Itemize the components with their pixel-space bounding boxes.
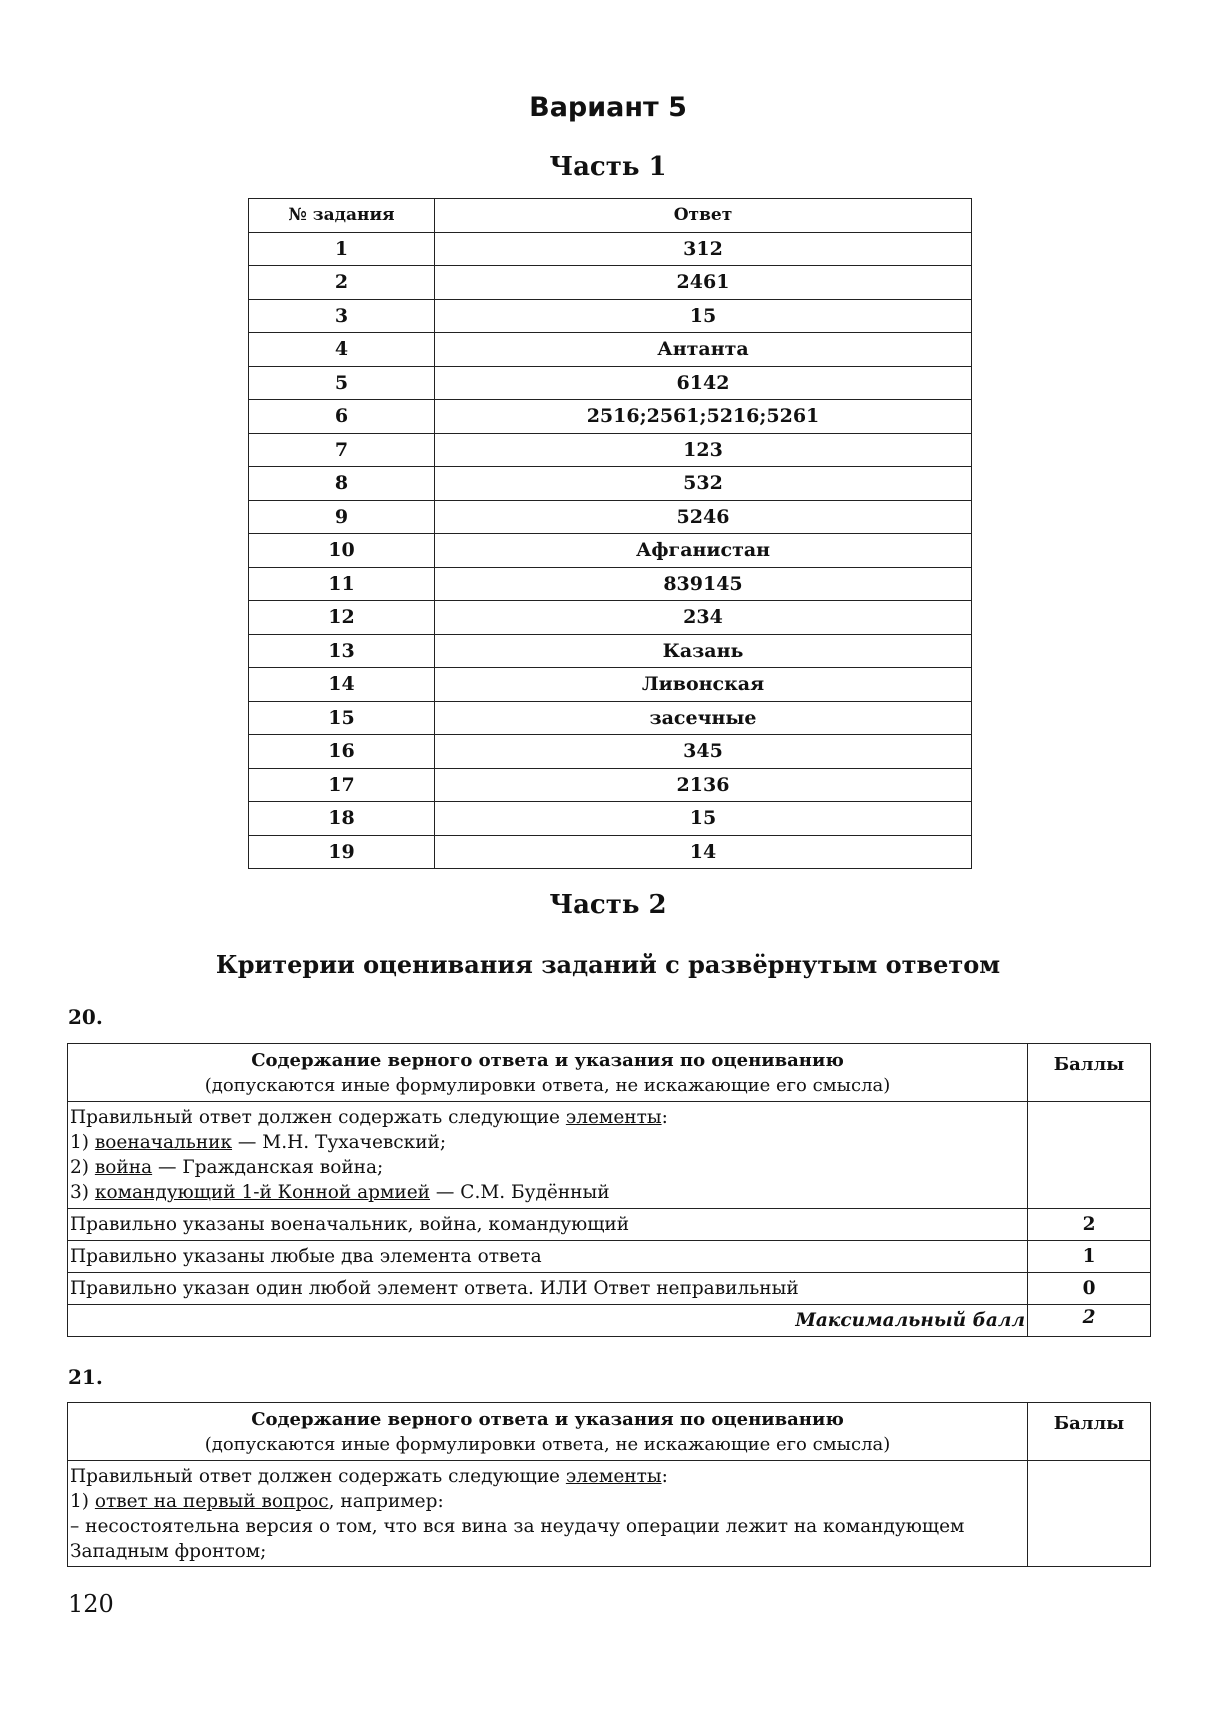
element-2	[70, 1155, 1025, 1180]
variant-title: Вариант 5	[529, 92, 687, 123]
task-number: 2	[249, 266, 435, 300]
task-number: 13	[249, 634, 435, 668]
element-3-value: — С.М. Будённый	[430, 1182, 610, 1203]
answer-value: 345	[435, 735, 972, 769]
criteria-title: Критерии оценивания заданий с развёрнутым ответом	[215, 950, 1001, 979]
answer-row	[249, 500, 972, 534]
answer-value: 6142	[435, 366, 972, 400]
intro-colon: :	[661, 1107, 668, 1128]
task-number: 16	[249, 735, 435, 769]
criteria-header-row	[68, 1044, 1151, 1102]
max-score-row	[68, 1305, 1151, 1337]
task-number: 19	[249, 835, 435, 869]
task-number: 11	[249, 567, 435, 601]
answer-value: 15	[435, 299, 972, 333]
answer-row	[249, 299, 972, 333]
score-value: 2	[1028, 1209, 1151, 1241]
content-header-line2: (допускаются иные формулировки ответа, не искажающие его смысла)	[204, 1074, 891, 1096]
answer-value: 14	[435, 835, 972, 869]
answer-row	[249, 802, 972, 836]
answer-row	[249, 634, 972, 668]
points-header: Баллы	[1028, 1044, 1151, 1102]
score-value: 1	[1028, 1241, 1151, 1273]
task-number: 10	[249, 534, 435, 568]
answer-row	[249, 232, 972, 266]
score-row	[68, 1273, 1151, 1305]
task-number: 1	[249, 232, 435, 266]
answers-header-row	[249, 199, 972, 233]
answer-row	[249, 534, 972, 568]
intro-underlined: элементы	[565, 1107, 662, 1128]
task-number: 9	[249, 500, 435, 534]
answer-value: Ливонская	[435, 668, 972, 702]
answer-elements	[68, 1461, 1028, 1567]
answer-header: Ответ	[435, 199, 972, 233]
max-score-label: Максимальный балл	[68, 1305, 1028, 1337]
element-1	[70, 1489, 1025, 1514]
task-number: 14	[249, 668, 435, 702]
task-number: 17	[249, 768, 435, 802]
intro-text: Правильный ответ должен содержать следующие	[70, 1107, 566, 1128]
element-2-label: война	[94, 1157, 153, 1178]
content-header-line1: Содержание верного ответа и указания по оцениванию	[251, 1408, 844, 1430]
answer-value: 532	[435, 467, 972, 501]
element-3-label: командующий 1-й Конной армией	[94, 1182, 431, 1203]
intro-colon: :	[661, 1466, 668, 1487]
task-number: 12	[249, 601, 435, 635]
points-header: Баллы	[1028, 1403, 1151, 1461]
answer-value: 234	[435, 601, 972, 635]
answer-row	[249, 768, 972, 802]
answer-value: Казань	[435, 634, 972, 668]
answer-value: 2461	[435, 266, 972, 300]
element-1-label: ответ на первый вопрос	[94, 1491, 329, 1512]
content-header-line2: (допускаются иные формулировки ответа, не искажающие его смысла)	[204, 1433, 891, 1455]
element-3-number: 3)	[70, 1182, 95, 1203]
task-number: 7	[249, 433, 435, 467]
answer-value: засечные	[435, 701, 972, 735]
task-number: 8	[249, 467, 435, 501]
element-1-detail: – несостоятельна версия о том, что вся вина за неудачу операции лежит на командующем Западным фронтом;	[70, 1516, 965, 1562]
answer-row	[249, 333, 972, 367]
answer-row	[249, 567, 972, 601]
answer-value: Афганистан	[435, 534, 972, 568]
element-1-number: 1)	[70, 1491, 95, 1512]
intro-text: Правильный ответ должен содержать следующие	[70, 1466, 566, 1487]
answer-value: Антанта	[435, 333, 972, 367]
answer-row	[249, 668, 972, 702]
question-21-number: 21.	[68, 1365, 103, 1389]
answer-row	[249, 266, 972, 300]
answer-value: 312	[435, 232, 972, 266]
element-1-number: 1)	[70, 1132, 95, 1153]
max-score-value: 2	[1028, 1305, 1151, 1337]
task-number: 4	[249, 333, 435, 367]
criteria-header-row	[68, 1403, 1151, 1461]
score-criterion: Правильно указаны военачальник, война, командующий	[68, 1209, 1028, 1241]
part2-heading: Часть 2	[549, 890, 667, 920]
answer-row	[249, 701, 972, 735]
answer-row	[249, 400, 972, 434]
content-header	[68, 1044, 1028, 1102]
element-2-value: — Гражданская война;	[152, 1157, 384, 1178]
criteria-table-20	[67, 1043, 1151, 1337]
answer-elements-score	[1028, 1461, 1151, 1567]
element-2-number: 2)	[70, 1157, 95, 1178]
answer-value: 839145	[435, 567, 972, 601]
answer-row	[249, 467, 972, 501]
answer-value: 15	[435, 802, 972, 836]
answer-value: 5246	[435, 500, 972, 534]
elements-intro	[70, 1105, 1025, 1130]
task-number: 6	[249, 400, 435, 434]
answer-row	[249, 433, 972, 467]
element-1	[70, 1130, 1025, 1155]
question-20-number: 20.	[68, 1005, 103, 1029]
score-value: 0	[1028, 1273, 1151, 1305]
score-criterion: Правильно указан один любой элемент ответа. ИЛИ Ответ неправильный	[68, 1273, 1028, 1305]
score-criterion: Правильно указаны любые два элемента ответа	[68, 1241, 1028, 1273]
intro-underlined: элементы	[565, 1466, 662, 1487]
answer-value: 123	[435, 433, 972, 467]
content-header-line1: Содержание верного ответа и указания по оцениванию	[251, 1049, 844, 1071]
element-1-label: военачальник	[94, 1132, 233, 1153]
task-number-header: № задания	[249, 199, 435, 233]
answer-row	[249, 366, 972, 400]
score-row	[68, 1209, 1151, 1241]
element-1-value: , например:	[328, 1491, 444, 1512]
answer-elements	[68, 1102, 1028, 1209]
answers-table	[248, 198, 972, 869]
task-number: 5	[249, 366, 435, 400]
task-number: 15	[249, 701, 435, 735]
score-row	[68, 1241, 1151, 1273]
answer-value: 2516;2561;5216;5261	[435, 400, 972, 434]
answer-value: 2136	[435, 768, 972, 802]
answer-elements-row	[68, 1461, 1151, 1567]
answer-elements-score	[1028, 1102, 1151, 1209]
criteria-table-21	[67, 1402, 1151, 1567]
element-3	[70, 1180, 1025, 1205]
task-number: 18	[249, 802, 435, 836]
content-header	[68, 1403, 1028, 1461]
answer-row	[249, 735, 972, 769]
elements-intro	[70, 1464, 1025, 1489]
answer-row	[249, 835, 972, 869]
part1-heading: Часть 1	[549, 152, 667, 182]
task-number: 3	[249, 299, 435, 333]
element-1-value: — М.Н. Тухачевский;	[232, 1132, 447, 1153]
page-number: 120	[68, 1590, 114, 1618]
answer-elements-row	[68, 1102, 1151, 1209]
answer-row	[249, 601, 972, 635]
